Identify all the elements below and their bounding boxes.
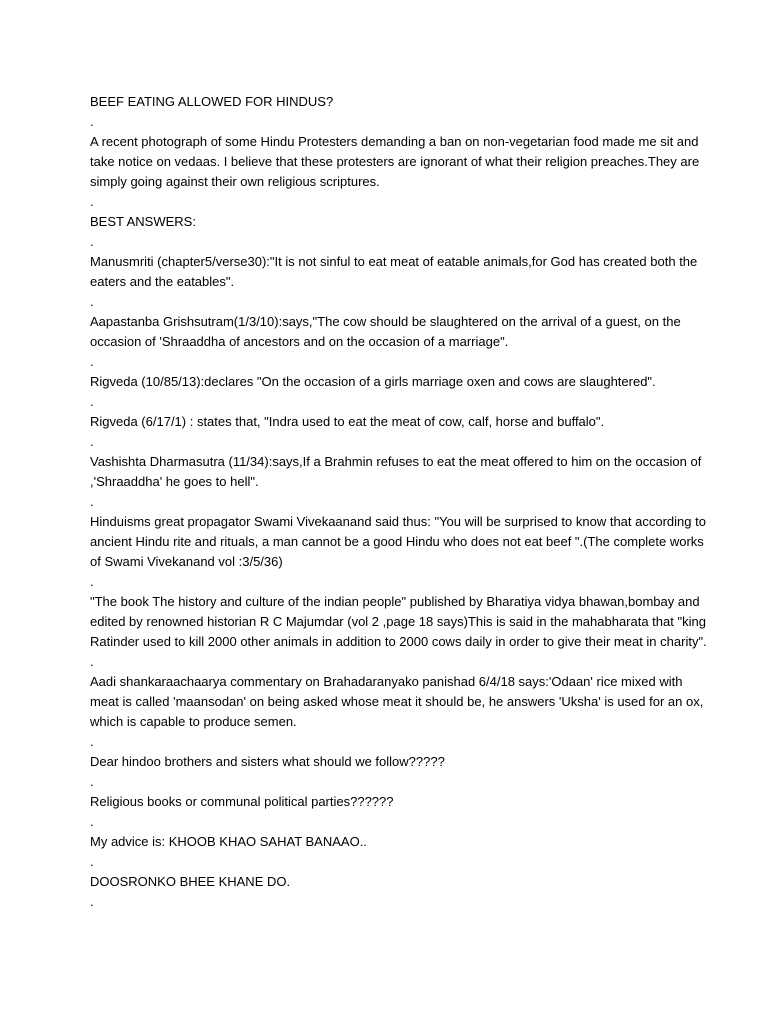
separator-dot: .: [90, 774, 94, 789]
separator-dot: .: [90, 894, 94, 909]
paragraph-question: Dear hindoo brothers and sisters what should we follow?????: [90, 754, 445, 769]
paragraph-manusmriti: Manusmriti (chapter5/verse30):"It is not sinful to eat meat of eatable animals,for God has created both the eaters and the eatables".: [90, 254, 698, 289]
separator-dot: .: [90, 114, 94, 129]
separator-dot: .: [90, 854, 94, 869]
separator-dot: .: [90, 234, 94, 249]
separator-dot: .: [90, 734, 94, 749]
paragraph-religious-books: Religious books or communal political parties??????: [90, 794, 394, 809]
separator-dot: .: [90, 294, 94, 309]
paragraph-vivekanand: Hinduisms great propagator Swami Vivekaanand said thus: "You will be surprised to know that according to ancient Hindu rite and rituals, a man cannot be a good Hindu who does not eat beef ".(The complete works of Swami Vivekanand vol :3/5/36): [90, 514, 706, 569]
separator-dot: .: [90, 494, 94, 509]
paragraph-vashishta: Vashishta Dharmasutra (11/34):says,If a Brahmin refuses to eat the meat offered to him on the occasion of ,'Shraaddha' he goes to hell".: [90, 454, 702, 489]
separator-dot: .: [90, 814, 94, 829]
paragraph-rigveda-10: Rigveda (10/85/13):declares "On the occasion of a girls marriage oxen and cows are slaughtered".: [90, 374, 656, 389]
paragraph-aapastanba: Aapastanba Grishsutram(1/3/10):says,"The cow should be slaughtered on the arrival of a guest, on the occasion of 'Shraaddha of ancestors and on the occasion of a marriage".: [90, 314, 681, 349]
separator-dot: .: [90, 194, 94, 209]
paragraph-intro: A recent photograph of some Hindu Protesters demanding a ban on non-vegetarian food made me sit and take notice on vedaas. I believe that these protesters are ignorant of what their religion preaches.They are simply going against their own religious scriptures.: [90, 134, 700, 189]
separator-dot: .: [90, 394, 94, 409]
separator-dot: .: [90, 434, 94, 449]
paragraph-advice: My advice is: KHOOB KHAO SAHAT BANAAO..: [90, 834, 367, 849]
separator-dot: .: [90, 574, 94, 589]
paragraph-shankaraachaarya: Aadi shankaraachaarya commentary on Brahadaranyako panishad 6/4/18 says:'Odaan' rice mixed with meat is called 'maansodan' on being asked whose meat it should be, he answers 'Uksha' is used for an ox, which is capable to produce semen.: [90, 674, 704, 729]
paragraph-rigveda-6: Rigveda (6/17/1) : states that, "Indra used to eat the meat of cow, calf, horse and buffalo".: [90, 414, 605, 429]
separator-dot: .: [90, 654, 94, 669]
paragraph-best-answers-heading: BEST ANSWERS:: [90, 214, 196, 229]
separator-dot: .: [90, 354, 94, 369]
paragraph-closing: DOOSRONKO BHEE KHANE DO.: [90, 874, 291, 889]
document-title: BEEF EATING ALLOWED FOR HINDUS?: [90, 94, 334, 109]
paragraph-history-book: "The book The history and culture of the indian people" published by Bharatiya vidya bhawan,bombay and edited by renowned historian R C Majumdar (vol 2 ,page 18 says)This is said in the mahabharata that "king Ratinder used to kill 2000 other animals in addition to 2000 cows daily in order to give their meat in charity".: [90, 594, 707, 649]
